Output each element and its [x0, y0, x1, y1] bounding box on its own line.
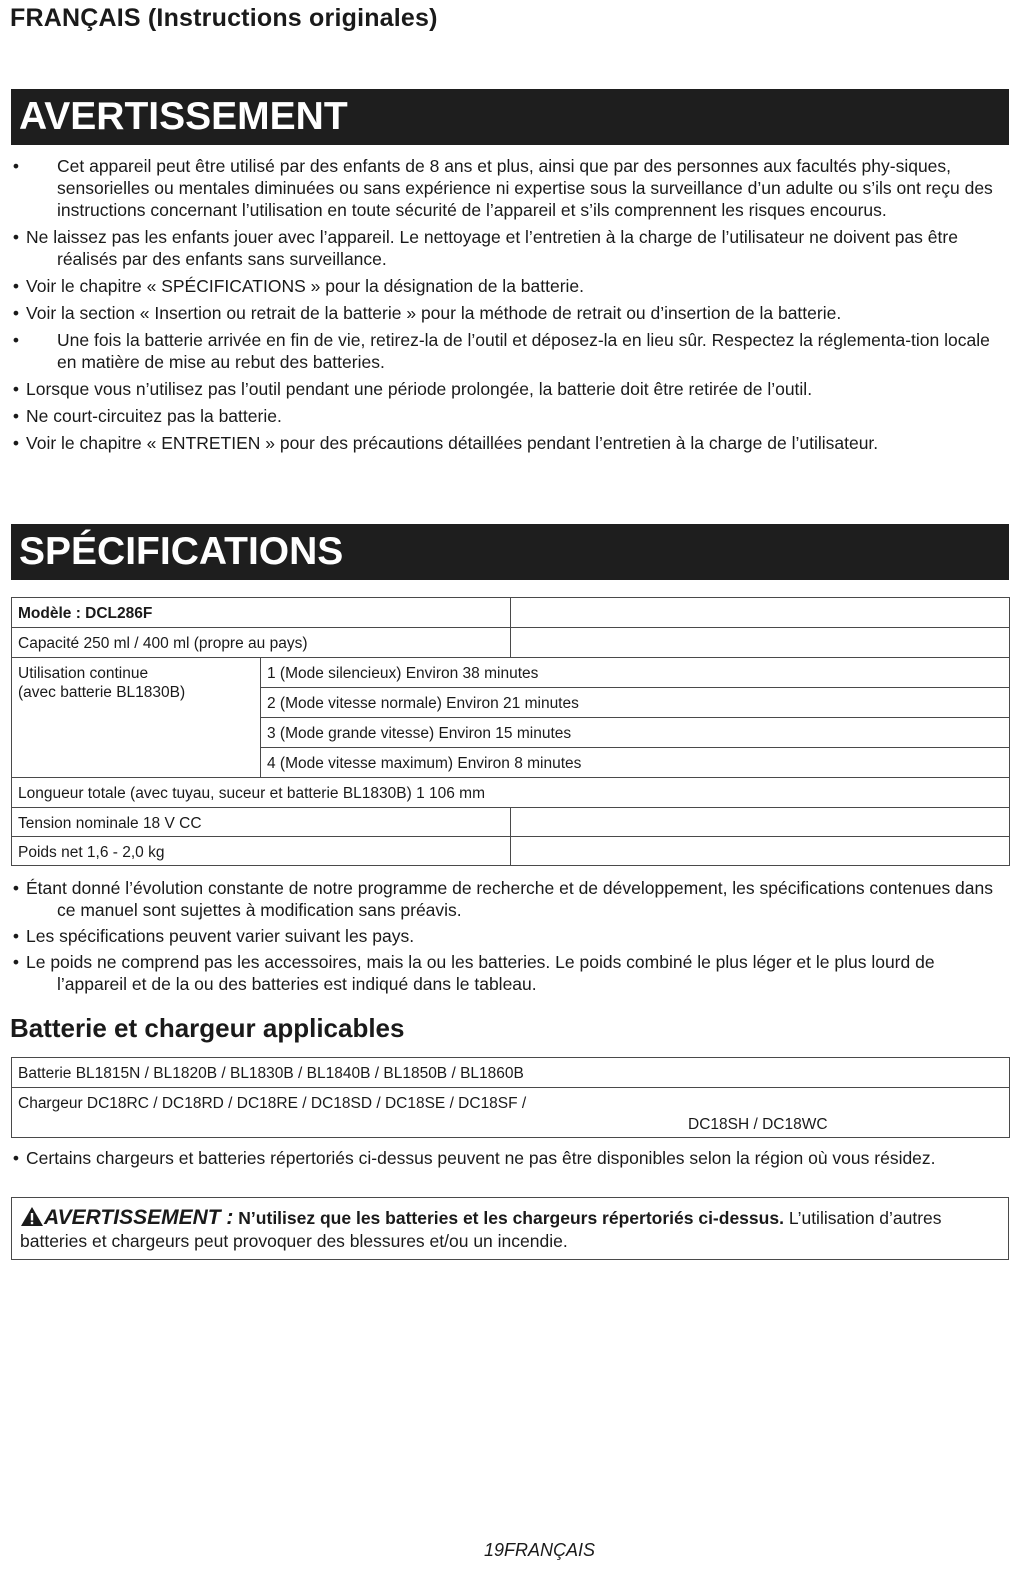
battery-charger-title: Batterie et chargeur applicables: [10, 1013, 405, 1043]
warning-bold-text: N’utilisez que les batteries et les chargeurs répertoriés ci-dessus.: [238, 1208, 784, 1228]
battery-charger-table: [11, 1057, 1010, 1138]
mode-cell: 2 (Mode vitesse normale) Environ 21 minutes: [261, 688, 1010, 718]
list-item: • Étant donné l’évolution constante de notre programme de recherche et de développement, les spécifications contenues dans ce manuel sont sujettes à modification sans préavis.: [12, 878, 994, 920]
list-item: • Cet appareil peut être utilisé par des enfants de 8 ans et plus, ainsi que par des personnes aux facultés phy-siques, sensorielles ou mentales diminuées ou sans expérience ni expertise sous la surveillance d’un adulte ou s’ils ont reçu des instructions concernant l’utilisation en toute sécurité de l’appareil et s’ils comprennent les risques encourus.: [12, 156, 993, 220]
total-length-cell: Longueur totale (avec tuyau, suceur et batterie BL1830B) 1 106 mm: [12, 778, 1010, 808]
list-item: • Les spécifications peuvent varier suivant les pays.: [12, 926, 415, 946]
table-row: [12, 628, 1010, 658]
specifications-banner: SPÉCIFICATIONS: [11, 524, 1009, 580]
empty-cell: [511, 628, 1010, 658]
warning-box: [11, 1197, 1009, 1260]
charger-cell: Chargeur DC18RC / DC18RD / DC18RE / DC18SD / DC18SE / DC18SF / DC18SH / DC18WC: [12, 1088, 1010, 1138]
capacity-cell: Capacité 250 ml / 400 ml (propre au pays): [12, 628, 511, 658]
mode-cell: 3 (Mode grande vitesse) Environ 15 minutes: [261, 718, 1010, 748]
continuous-use-cell: Utilisation continue (avec batterie BL1830B): [12, 658, 261, 778]
table-row: [12, 658, 1010, 688]
charger-notes: [10, 1147, 1002, 1169]
table-row: [12, 1088, 1010, 1138]
list-item: • Lorsque vous n’utilisez pas l’outil pendant une période prolongée, la batterie doit être retirée de l’outil.: [12, 379, 813, 399]
empty-cell: [511, 808, 1010, 837]
list-item: • Le poids ne comprend pas les accessoires, mais la ou les batteries. Le poids combiné le plus léger et le plus lourd de l’appareil et de la ou des batteries est indiqué dans le tableau.: [12, 952, 935, 994]
empty-cell: [511, 837, 1010, 866]
list-item: • Voir la section « Insertion ou retrait de la batterie » pour la méthode de retrait ou d’insertion de la batterie.: [12, 303, 842, 323]
warning-banner: AVERTISSEMENT: [11, 89, 1009, 145]
page-footer: 19FRANÇAIS: [483, 1540, 596, 1560]
model-cell: Modèle : DCL286F: [12, 598, 511, 628]
list-item: • Certains chargeurs et batteries répertoriés ci-dessus peuvent ne pas être disponibles selon la région où vous résidez.: [12, 1148, 936, 1168]
warning-text: L’utilisation d’autres batteries et chargeurs peut provoquer des blessures et/ou un incendie.: [20, 1208, 942, 1251]
list-item: • Voir le chapitre « SPÉCIFICATIONS » pour la désignation de la batterie.: [12, 276, 585, 296]
empty-cell: [511, 598, 1010, 628]
table-row: [12, 1058, 1010, 1088]
language-title: FRANÇAIS (Instructions originales): [10, 4, 438, 32]
list-item: • Voir le chapitre « ENTRETIEN » pour des précautions détaillées pendant l’entretien à la charge de l’utilisateur.: [12, 433, 879, 453]
specifications-table: [11, 597, 1010, 866]
mode-cell: 1 (Mode silencieux) Environ 38 minutes: [261, 658, 1010, 688]
list-item: • Ne court-circuitez pas la batterie.: [12, 406, 282, 426]
warning-list: [10, 155, 1002, 459]
table-row: [12, 598, 1010, 628]
table-row: [12, 778, 1010, 808]
specification-notes: [10, 877, 1002, 999]
table-row: [12, 837, 1010, 866]
mode-cell: 4 (Mode vitesse maximum) Environ 8 minutes: [261, 748, 1010, 778]
list-item: • Une fois la batterie arrivée en fin de vie, retirez-la de l’outil et déposez-la en lieu sûr. Respectez la réglementa-tion locale en matière de mise au rebut des batteries.: [12, 330, 990, 372]
voltage-cell: Tension nominale 18 V CC: [12, 808, 511, 837]
list-item: • Ne laissez pas les enfants jouer avec l’appareil. Le nettoyage et l’entretien à la charge de l’utilisateur ne doivent pas être réalisés par des enfants sans surveillance.: [12, 227, 958, 269]
table-row: [12, 808, 1010, 837]
warning-label: AVERTISSEMENT :: [44, 1206, 234, 1229]
weight-cell: Poids net 1,6 - 2,0 kg: [12, 837, 511, 866]
warning-triangle-icon: [20, 1206, 44, 1227]
battery-cell: Batterie BL1815N / BL1820B / BL1830B / BL1840B / BL1850B / BL1860B: [12, 1058, 1010, 1088]
